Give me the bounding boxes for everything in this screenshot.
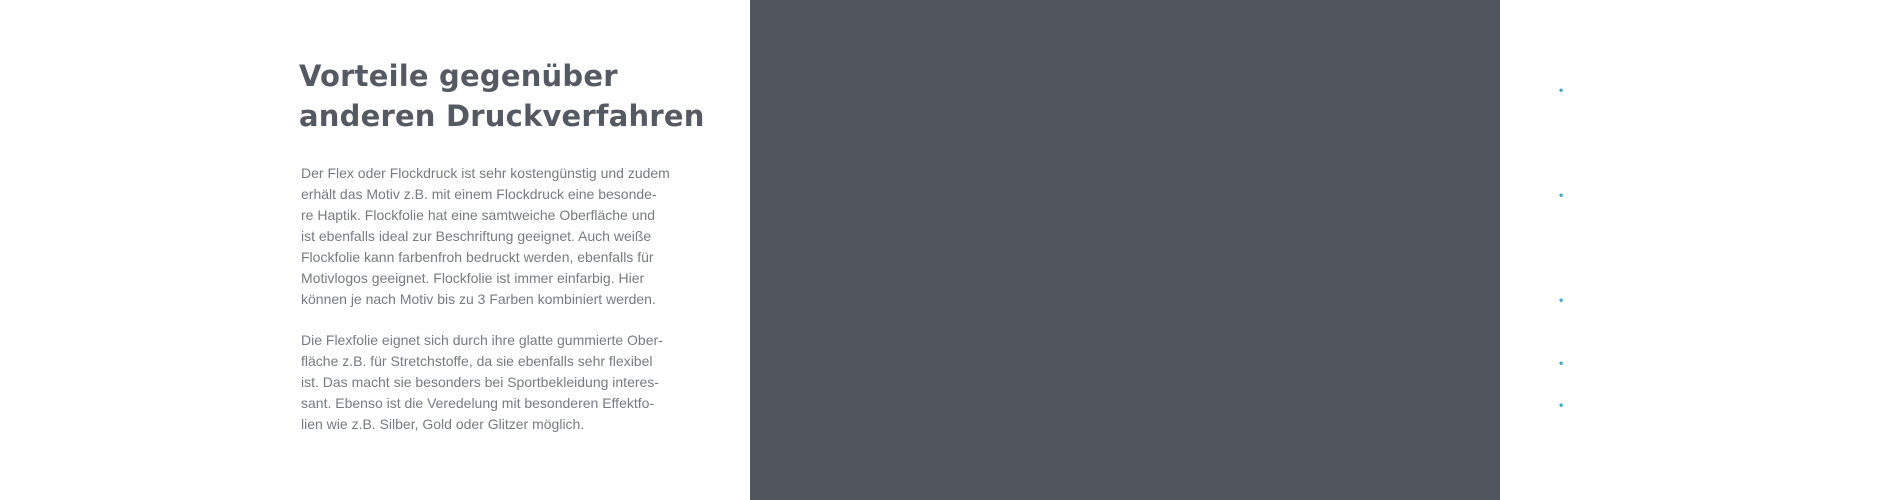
list-line: oder Weichspüler verwendet werden. (1568, 313, 1816, 329)
list-line: Textilien im Bereich der Veredelung nur von der (1568, 397, 1860, 434)
list-item (1559, 185, 1879, 269)
paragraph-line: ist ebenfalls ideal zur Beschriftung geeignet. Auch weiße (301, 228, 652, 244)
list-item-text (1568, 395, 1879, 458)
paragraph-line: lien wie z.B. Silber, Gold oder Glitzer möglich. (301, 416, 585, 432)
paragraph-line: erhält das Motiv z.B. mit einem Flockdruck eine besonde- (301, 186, 657, 202)
paragraph-line: Die Flexfolie eignet sich durch ihre glatte gummierte Ober- (301, 332, 663, 348)
heading-line: anderen Druckverfahren (299, 99, 705, 133)
flex-paragraph (301, 330, 673, 435)
bullet-icon: • (1559, 188, 1564, 202)
list-line: links drehen und möglichst nicht mit anderen (1568, 229, 1871, 245)
paragraph-line: können je nach Motiv bis zu 3 Farben kombiniert werden. (301, 291, 656, 307)
list-line: Nicht in den Trockner geben. (1568, 355, 1761, 371)
list-item-text (1568, 80, 1879, 164)
list-item-text (1568, 185, 1879, 269)
list-line: Rückseite bügeln. (1568, 439, 1688, 455)
flock-paragraph (301, 163, 673, 310)
list-line: Textilien mit Flex- oder Flockdruck können bis (1568, 82, 1876, 98)
section-heading (299, 56, 739, 136)
list-line: Textilien mit Reißverschluss waschen. (1568, 250, 1823, 266)
paragraph-line: sant. Ebenso ist die Veredelung mit besonderen Effektfo- (301, 395, 655, 411)
bullet-icon: • (1559, 83, 1564, 97)
list-line: zu 60° Celsius gewaschen werden, beachten (1568, 103, 1864, 119)
list-item (1559, 353, 1879, 374)
list-item (1559, 395, 1879, 458)
list-item-text (1568, 290, 1879, 332)
list-item-text (1568, 353, 1879, 374)
paragraph-line: Motivlogos geeignet. Flockfolie ist immer einfarbig. Hier (301, 270, 645, 286)
list-line: Es sollten beim Waschen keine Bleichmittel (1568, 292, 1859, 308)
care-instructions-panel (750, 0, 1876, 500)
bullet-icon: • (1559, 356, 1564, 370)
info-section (0, 0, 750, 500)
bullet-icon: • (1559, 398, 1564, 412)
list-item (1559, 80, 1879, 164)
paragraph-line: ist. Das macht sie besonders bei Sportbekleidung interes- (301, 374, 659, 390)
list-item (1559, 290, 1879, 332)
paragraph-line: fläche z.B. für Stretchstoffe, da sie ebenfalls sehr flexibel (301, 353, 653, 369)
paragraph-line: Flockfolie kann farbenfroh bedruckt werden, ebenfalls für (301, 249, 654, 265)
heading-line: Vorteile gegenüber (299, 59, 618, 93)
list-line: Die bedruckte Ware vor dem Waschen bitte auf (1568, 187, 1855, 224)
paragraph-line: re Haptik. Flockfolie hat eine samtweiche Oberfläche und (301, 207, 656, 223)
list-line: Sie zusätzlich die eingenähte Pflegeanleitung (1568, 124, 1870, 140)
paragraph-line: Der Flex oder Flockdruck ist sehr kostengünstig und zudem (301, 165, 670, 181)
list-line: im Textil. (1568, 145, 1628, 161)
bullet-icon: • (1559, 293, 1564, 307)
care-instructions-list (1559, 80, 1879, 479)
